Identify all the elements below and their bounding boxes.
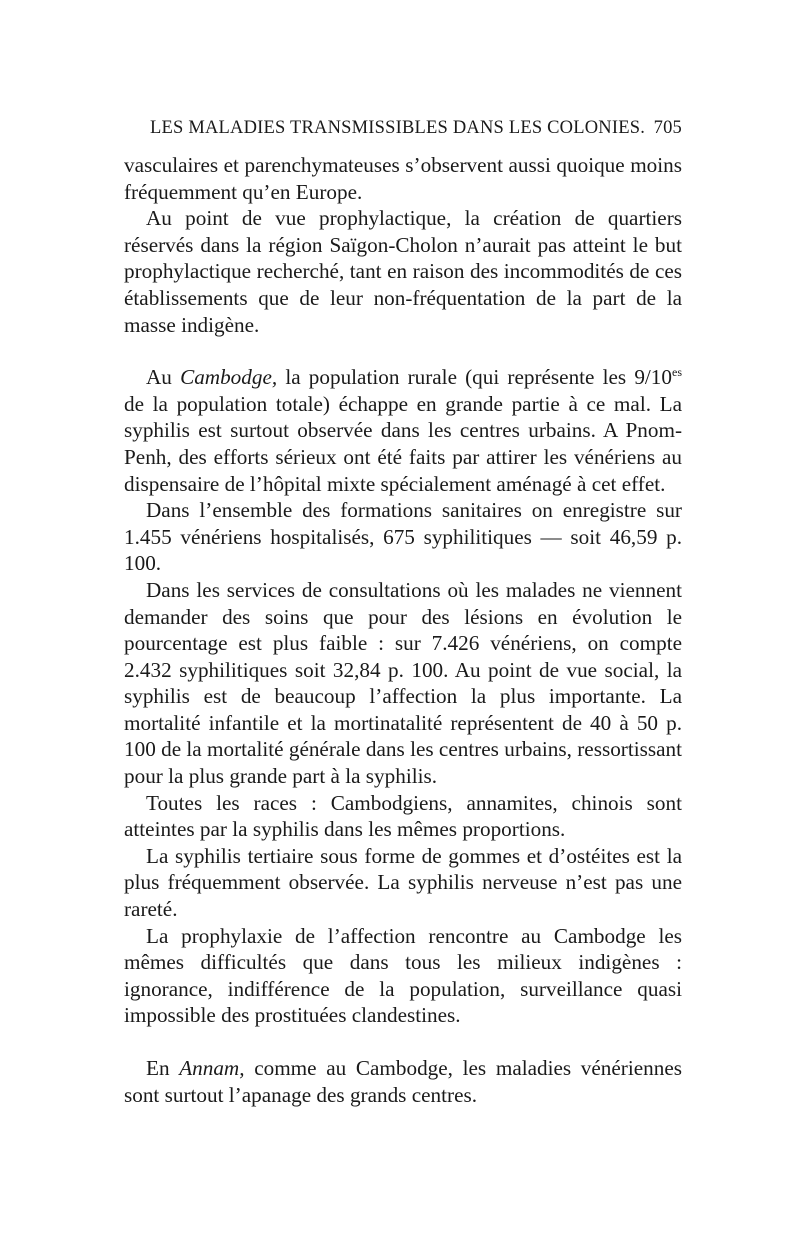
page-number: 705	[653, 118, 682, 138]
place-name-annam: Annam,	[179, 1056, 245, 1080]
paragraph-cambodge	[124, 364, 682, 497]
place-name-cambodge: Cambodge,	[180, 365, 278, 390]
running-title: LES MALADIES TRANSMISSIBLES DANS LES COLONIES.	[150, 118, 646, 138]
section-gap	[124, 338, 682, 364]
paragraph-continuation: vasculaires et parenchymateuses s’observent aussi quoique moins fréquemment qu’en Europe.	[124, 153, 682, 204]
paragraph-prophylaxis-cambodge: La prophylaxie de l’affection rencontre au Cambodge les mêmes difficultés que dans tous les milieux indigènes : ignorance, indifférence de la population, surveillance quasi impossible des prostituées clandestines.	[124, 923, 682, 1028]
paragraph-annam	[124, 1055, 682, 1108]
paragraph-tertiary-syphilis: La syphilis tertiaire sous forme de gommes et d’ostéites est la plus fréquemment observée. La syphilis nerveuse n’est pas une rareté.	[124, 843, 682, 922]
page-body	[124, 152, 682, 1108]
paragraph-consultation-stats: Dans les services de consultations où les malades ne viennent demander des soins que pour des lésions en évolution le pourcentage est plus faible : sur 7.426 vénériens, on compte 2.432 syphilitiques soit 32,84 p. 100. Au point de vue social, la syphilis est de beaucoup l’affection la plus importante. La mortalité infantile et la mortinatalité représentent de 40 à 50 p. 100 de la mortalité générale dans les centres urbains, ressortissant pour la plus grande part à la syphilis.	[124, 577, 682, 789]
paragraph-prophylaxis-saigon: Au point de vue prophylactique, la création de quartiers réservés dans la région Saïgon-Cholon n’aurait pas atteint le but prophylactique recherché, tant en raison des incommodités de ces établissements que de leur non-fréquentation de la part de la masse indigène.	[124, 206, 682, 337]
text-run: En	[146, 1056, 180, 1080]
text-run: comme au Cambodge, les maladies vénériennes sont surtout l’apanage des grands centres.	[124, 1056, 682, 1107]
paragraph-races: Toutes les races : Cambodgiens, annamites, chinois sont atteintes par la syphilis dans les mêmes proportions.	[124, 790, 682, 842]
running-header	[150, 118, 682, 146]
section-gap	[124, 1029, 682, 1055]
ordinal-superscript: es	[672, 365, 682, 380]
paragraph-hospital-stats: Dans l’ensemble des formations sanitaires on enregistre sur 1.455 vénériens hospitalisés, 675 syphilitiques — soit 46,59 p. 100.	[124, 498, 682, 576]
text-run: Au	[146, 365, 181, 390]
text-run: la population rurale (qui représente les 9/10	[277, 365, 672, 390]
text-run: de la population totale) échappe en grande partie à ce mal. La syphilis est surtout observée dans les centres urbains. A Pnom-Penh, des efforts sérieux ont été faits par attirer les vénériens au dispensaire de l’hôpital mixte spécialement aménagé à cet effet.	[124, 391, 682, 496]
